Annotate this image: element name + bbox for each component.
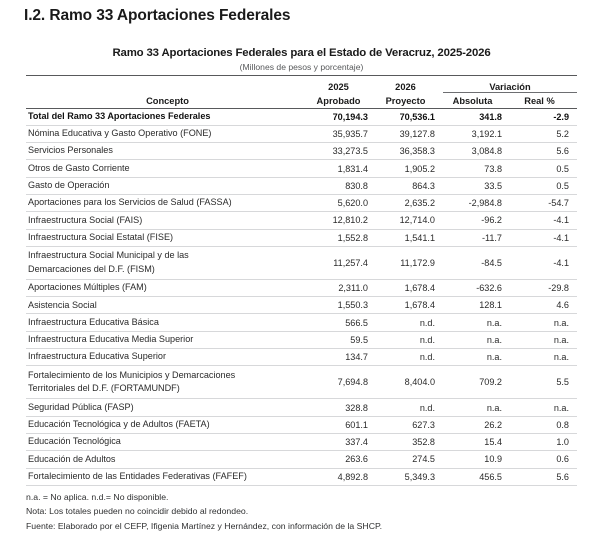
table-row: [26, 399, 577, 416]
cell-variacion-absoluta: -632.6: [443, 279, 510, 296]
cell-concepto: Aportaciones para los Servicios de Salud (FASSA): [26, 194, 309, 211]
table-row: [26, 416, 577, 433]
cell-variacion-absoluta: n.a.: [443, 349, 510, 366]
cell-concepto: Nómina Educativa y Gasto Operativo (FONE): [26, 125, 309, 142]
cell-variacion-absoluta: -96.2: [443, 212, 510, 229]
cell-concepto: Servicios Personales: [26, 143, 309, 160]
table-row: [26, 451, 577, 468]
cell-concepto: Infraestructura Educativa Básica: [26, 314, 309, 331]
table-row: [26, 297, 577, 314]
table-row: [26, 366, 577, 399]
table-row: [26, 125, 577, 142]
cell-proyecto-2026: 39,127.8: [376, 125, 443, 142]
cell-variacion-absoluta: n.a.: [443, 314, 510, 331]
cell-variacion-absoluta: -84.5: [443, 246, 510, 279]
cell-variacion-real-pct: -4.1: [510, 212, 577, 229]
cell-variacion-absoluta: 26.2: [443, 416, 510, 433]
cell-aprobado-2025: 337.4: [309, 433, 376, 450]
table-row: [26, 433, 577, 450]
cell-variacion-absoluta: 709.2: [443, 366, 510, 399]
cell-variacion-real-pct: n.a.: [510, 349, 577, 366]
cell-proyecto-2026: n.d.: [376, 349, 443, 366]
cell-variacion-absoluta: 73.8: [443, 160, 510, 177]
cell-variacion-absoluta: 33.5: [443, 177, 510, 194]
cell-concepto: Educación Tecnológica: [26, 433, 309, 450]
cell-variacion-absoluta: 128.1: [443, 297, 510, 314]
cell-variacion-absoluta: 3,192.1: [443, 125, 510, 142]
cell-proyecto-2026: 352.8: [376, 433, 443, 450]
concepto-line-2: Demarcaciones del D.F. (FISM): [28, 263, 155, 274]
table-row: [26, 212, 577, 229]
column-header-variacion: Variación: [443, 76, 577, 92]
concepto-line-1: Infraestructura Social Municipal y de las: [28, 250, 189, 261]
table-row: [26, 229, 577, 246]
cell-proyecto-2026: 2,635.2: [376, 194, 443, 211]
table-row: [26, 160, 577, 177]
cell-aprobado-2025: 830.8: [309, 177, 376, 194]
cell-aprobado-2025: 33,273.5: [309, 143, 376, 160]
cell-aprobado-2025: 134.7: [309, 349, 376, 366]
cell-variacion-absoluta: 15.4: [443, 433, 510, 450]
cell-variacion-real-pct: -4.1: [510, 229, 577, 246]
cell-concepto: Infraestructura Educativa Media Superior: [26, 331, 309, 348]
table-row: [26, 177, 577, 194]
cell-proyecto-2026: 864.3: [376, 177, 443, 194]
cell-proyecto-2026: 12,714.0: [376, 212, 443, 229]
cell-variacion-real-pct: 1.0: [510, 433, 577, 450]
cell-variacion-real-pct: 5.6: [510, 143, 577, 160]
cell-concepto: Infraestructura Social (FAIS): [26, 212, 309, 229]
cell-variacion-real-pct: n.a.: [510, 314, 577, 331]
cell-aprobado-2025: 35,935.7: [309, 125, 376, 142]
header-row-top: [26, 76, 577, 92]
footnotes: [26, 490, 577, 534]
cell-aprobado-2025: 601.1: [309, 416, 376, 433]
cell-aprobado-2025: 263.6: [309, 451, 376, 468]
cell-concepto: [26, 246, 309, 279]
table-header: [26, 76, 577, 109]
cell-aprobado-2025: 4,892.8: [309, 468, 376, 485]
cell-variacion-real-pct: -54.7: [510, 194, 577, 211]
cell-concepto: Seguridad Pública (FASP): [26, 399, 309, 416]
cell-proyecto-2026: 5,349.3: [376, 468, 443, 485]
cell-concepto: Educación Tecnológica y de Adultos (FAETA): [26, 416, 309, 433]
cell-variacion-real-pct: -29.8: [510, 279, 577, 296]
cell-proyecto-2026: 1,905.2: [376, 160, 443, 177]
cell-variacion-real-pct: 5.5: [510, 366, 577, 399]
cell-proyecto-2026: 1,541.1: [376, 229, 443, 246]
cell-proyecto-2026: 70,536.1: [376, 109, 443, 126]
cell-proyecto-2026: 1,678.4: [376, 297, 443, 314]
table-row: [26, 143, 577, 160]
cell-aprobado-2025: 70,194.3: [309, 109, 376, 126]
column-header-concepto: Concepto: [146, 95, 189, 106]
table-end-rule: [26, 485, 577, 486]
cell-variacion-real-pct: 0.5: [510, 160, 577, 177]
cell-proyecto-2026: 8,404.0: [376, 366, 443, 399]
column-header-aprobado: Aprobado: [316, 95, 361, 106]
cell-concepto: Aportaciones Múltiples (FAM): [26, 279, 309, 296]
cell-aprobado-2025: 11,257.4: [309, 246, 376, 279]
table-row: [26, 194, 577, 211]
cell-concepto: Infraestructura Educativa Superior: [26, 349, 309, 366]
page-title: I.2. Ramo 33 Aportaciones Federales: [24, 7, 291, 24]
table-row: [26, 468, 577, 485]
cell-concepto: Gasto de Operación: [26, 177, 309, 194]
column-header-proyecto: Proyecto: [385, 95, 426, 106]
cell-aprobado-2025: 1,552.8: [309, 229, 376, 246]
cell-variacion-real-pct: 4.6: [510, 297, 577, 314]
column-header-real-pct: Real %: [524, 95, 555, 106]
concepto-line-2: Territoriales del D.F. (FORTAMUNDF): [28, 383, 180, 394]
cell-aprobado-2025: 1,831.4: [309, 160, 376, 177]
cell-variacion-absoluta: 10.9: [443, 451, 510, 468]
cell-variacion-real-pct: 0.8: [510, 416, 577, 433]
footnote-line: n.a. = No aplica. n.d.= No disponible.: [26, 491, 169, 502]
column-header-2025: 2025: [328, 82, 349, 92]
table-units-caption: (Millones de pesos y porcentaje): [239, 62, 364, 72]
cell-proyecto-2026: n.d.: [376, 331, 443, 348]
table-title: Ramo 33 Aportaciones Federales para el Estado de Veracruz, 2025-2026: [112, 47, 491, 59]
table-body: [26, 109, 577, 486]
cell-variacion-absoluta: n.a.: [443, 399, 510, 416]
cell-concepto: [26, 366, 309, 399]
table-row: [26, 246, 577, 279]
table-row: [26, 279, 577, 296]
table-block: [26, 47, 577, 534]
cell-proyecto-2026: 274.5: [376, 451, 443, 468]
cell-aprobado-2025: 7,694.8: [309, 366, 376, 399]
cell-proyecto-2026: 36,358.3: [376, 143, 443, 160]
cell-aprobado-2025: 328.8: [309, 399, 376, 416]
cell-concepto: Otros de Gasto Corriente: [26, 160, 309, 177]
cell-variacion-real-pct: n.a.: [510, 399, 577, 416]
cell-concepto: Fortalecimiento de las Entidades Federativas (FAFEF): [26, 468, 309, 485]
cell-aprobado-2025: 59.5: [309, 331, 376, 348]
cell-concepto: Infraestructura Social Estatal (FISE): [26, 229, 309, 246]
footnote-line: Nota: Los totales pueden no coincidir debido al redondeo.: [26, 506, 249, 517]
footnote-line: Fuente: Elaborado por el CEFP, Ifigenia Martínez y Hernández, con información de la SHCP.: [26, 521, 383, 532]
cell-proyecto-2026: 1,678.4: [376, 279, 443, 296]
cell-aprobado-2025: 1,550.3: [309, 297, 376, 314]
table-row: [26, 331, 577, 348]
cell-variacion-absoluta: 456.5: [443, 468, 510, 485]
cell-aprobado-2025: 5,620.0: [309, 194, 376, 211]
column-header-2026: 2026: [395, 82, 416, 92]
cell-variacion-absoluta: 3,084.8: [443, 143, 510, 160]
table-row: [26, 349, 577, 366]
column-header-absoluta: Absoluta: [452, 95, 493, 106]
cell-concepto: Total del Ramo 33 Aportaciones Federales: [26, 109, 309, 126]
cell-concepto: Asistencia Social: [26, 297, 309, 314]
table-row: [26, 314, 577, 331]
table-row: [26, 109, 577, 126]
aportaciones-table: [26, 75, 577, 486]
cell-variacion-absoluta: -2,984.8: [443, 194, 510, 211]
cell-variacion-real-pct: 0.6: [510, 451, 577, 468]
cell-variacion-real-pct: 5.2: [510, 125, 577, 142]
cell-variacion-real-pct: -2.9: [510, 109, 577, 126]
table-footer-rule: [26, 485, 577, 486]
cell-aprobado-2025: 12,810.2: [309, 212, 376, 229]
cell-aprobado-2025: 566.5: [309, 314, 376, 331]
cell-variacion-absoluta: n.a.: [443, 331, 510, 348]
cell-variacion-absoluta: 341.8: [443, 109, 510, 126]
cell-variacion-absoluta: -11.7: [443, 229, 510, 246]
cell-variacion-real-pct: 0.5: [510, 177, 577, 194]
cell-proyecto-2026: n.d.: [376, 399, 443, 416]
cell-aprobado-2025: 2,311.0: [309, 279, 376, 296]
cell-concepto: Educación de Adultos: [26, 451, 309, 468]
cell-proyecto-2026: n.d.: [376, 314, 443, 331]
cell-variacion-real-pct: n.a.: [510, 331, 577, 348]
cell-proyecto-2026: 627.3: [376, 416, 443, 433]
cell-variacion-real-pct: -4.1: [510, 246, 577, 279]
concepto-line-1: Fortalecimiento de los Municipios y Demarcaciones: [28, 369, 236, 380]
cell-variacion-real-pct: 5.6: [510, 468, 577, 485]
cell-proyecto-2026: 11,172.9: [376, 246, 443, 279]
